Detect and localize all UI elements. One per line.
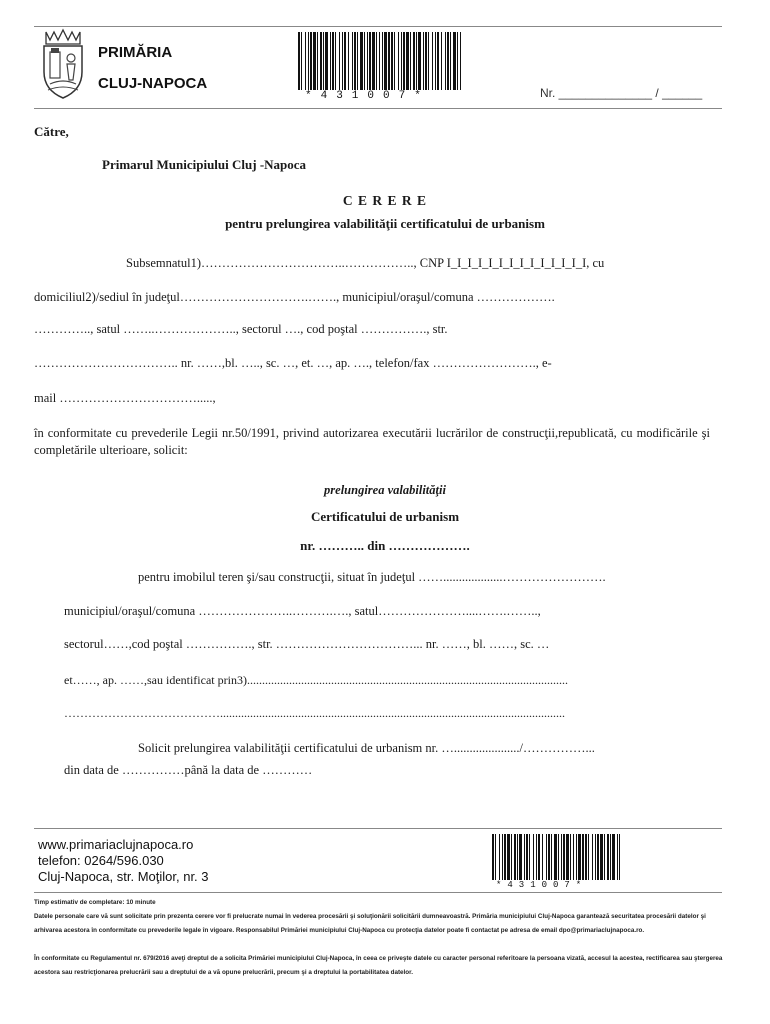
footer-top-rule bbox=[34, 828, 722, 829]
footer-phone: telefon: 0264/596.030 bbox=[38, 853, 164, 868]
document-subtitle: pentru prelungirea valabilităţii certificatului de urbanism bbox=[225, 216, 545, 231]
barcode-bar bbox=[619, 834, 620, 880]
request-line-1: prelungirea valabilităţii bbox=[324, 483, 446, 497]
org-name-line2: CLUJ-NAPOCA bbox=[98, 75, 208, 92]
gdpr-paragraph-1: Datele personale care vă sunt solicitate prin prezenta cerere vor fi prelucrate numai în vederea procesării şi soluţionării solicitării dumneavoastră. Primăria municipiului Cluj-Napoca garantează securitatea procesării datelor şi arhivarea acestora în conformitate cu prevederile legale în vigoare. Responsabilul Primăriei municipiului Cluj-Napoca cu protecţia datelor poate fi contactat pe adresa de email dpo@primariaclujnapoca.ro. bbox=[34, 913, 706, 934]
to-label: Către, bbox=[34, 124, 69, 139]
applicant-line-2: domiciliul2)/sediul în judeţul………………………….……., municipiul/oraşul/comuna ………………. bbox=[34, 290, 555, 304]
header-barcode bbox=[298, 32, 462, 90]
property-line-1: pentru imobilul teren şi/sau construcţii, situat în judeţul ……...................……………………. bbox=[138, 570, 606, 584]
property-line-4: et……, ap. ……,sau identificat prin3)........................................................................................................... bbox=[64, 673, 568, 687]
request-line-2: Certificatului de urbanism bbox=[310, 509, 460, 524]
conformity-paragraph: în conformitate cu prevederile Legii nr.50/1991, privind autorizarea executării lucrărilor de construcţii,republicată, cu modificările şi completările ulterioare, solicit: bbox=[34, 426, 710, 457]
recipient: Primarul Municipiului Cluj -Napoca bbox=[102, 157, 307, 172]
time-estimate: Timp estimativ de completare: 10 minute bbox=[34, 899, 156, 906]
gdpr-paragraph-2: În conformitate cu Regulamentul nr. 679/2016 aveţi dreptul de a solicita Primăriei municipiului Cluj-Napoca, în ceea ce priveşte datele cu caracter personal referitoare la persoana vizată, accesul la acestea, rectificarea sau ştergerea acestora sau restricţionarea prelucrării sau a dreptului de a vă opune prelucrării, precum şi a dreptului la portabilitatea datelor. bbox=[34, 955, 723, 976]
applicant-line-3: ………….., satul ……..……………….., sectorul …., cod poştal ……………., str. bbox=[34, 322, 448, 336]
property-line-2: municipiul/oraşul/comuna …………………..……….…., satul…………………....…….…….., bbox=[64, 604, 541, 618]
footer-website[interactable]: www.primariaclujnapoca.ro bbox=[38, 837, 194, 852]
footer-bottom-rule bbox=[34, 892, 722, 893]
org-name-line1: PRIMĂRIA bbox=[98, 44, 173, 61]
request-line-3: nr. ……….. din ………………. bbox=[300, 538, 470, 553]
registration-number-field: Nr. ______________ / ______ bbox=[540, 86, 703, 100]
property-line-3: sectorul……,cod poştal ……………., str. ……………………………... nr. ……, bl. ……, sc. … bbox=[64, 637, 550, 651]
header-top-rule bbox=[34, 26, 722, 27]
applicant-line-5: mail ……………………………....., bbox=[34, 391, 216, 405]
city-crest-icon bbox=[36, 28, 90, 100]
barcode-bar bbox=[461, 32, 462, 90]
applicant-line-4: …………………………….. nr. ……,bl. ….., sc. …, et. …, ap. …., telefon/fax ……………………., e- bbox=[34, 356, 552, 370]
solicit-line-1: Solicit prelungirea valabilităţii certificatului de urbanism nr. …...................../……………... bbox=[138, 741, 595, 755]
solicit-line-2: din data de ……………până la data de ………… bbox=[64, 763, 313, 777]
footer-address: Cluj-Napoca, str. Moţilor, nr. 3 bbox=[38, 869, 209, 884]
footer-barcode bbox=[492, 834, 620, 880]
footer-barcode-number: *431007* bbox=[496, 880, 588, 890]
applicant-line-1: Subsemnatul1)……………………………..…………….., CNP I_I_I_I_I_I_I_I_I_I_I_I_I_I, cu bbox=[126, 256, 605, 270]
header-barcode-number: *431007* bbox=[305, 90, 430, 102]
property-line-5: …………………………………................................................................................................................... bbox=[64, 706, 565, 720]
document-title: C E R E R E bbox=[342, 193, 428, 208]
header-bottom-rule bbox=[34, 108, 722, 109]
